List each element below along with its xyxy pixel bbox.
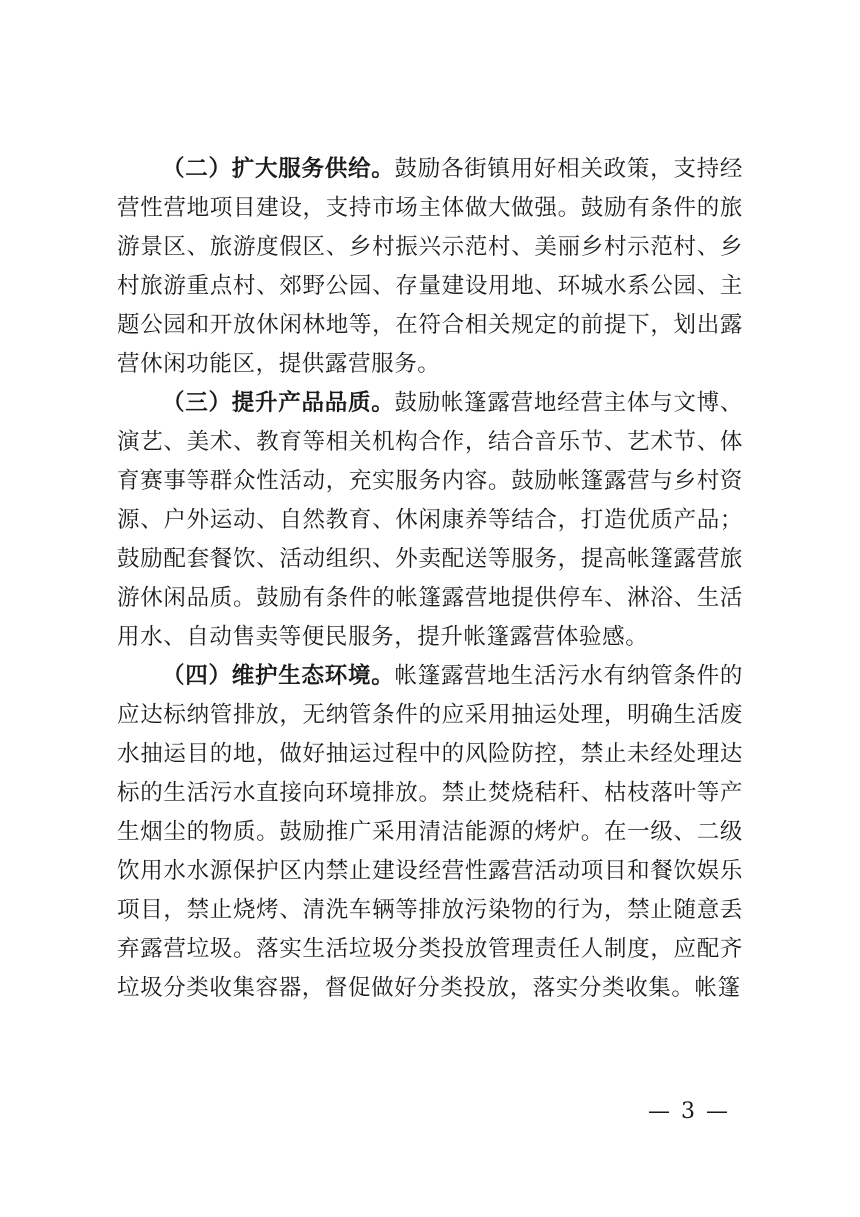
document-body bbox=[117, 150, 743, 1008]
paragraph-protect-ecological-environment bbox=[117, 657, 743, 1008]
paragraph-expand-service-supply bbox=[117, 150, 743, 384]
paragraph-heading: （二）扩大服务供给。 bbox=[162, 156, 395, 182]
paragraph-improve-product-quality bbox=[117, 384, 743, 657]
paragraph-heading: （四）维护生态环境。 bbox=[162, 663, 395, 689]
page-number: — 3 — bbox=[648, 1099, 730, 1124]
paragraph-text: 鼓励帐篷露营地经营主体与文博、演艺、美术、教育等相关机构合作，结合音乐节、艺术节、体育赛事等群众性活动，充实服务内容。鼓励帐篷露营与乡村资源、户外运动、自然教育、休闲康养等结合，打造优质产品；鼓励配套餐饮、活动组织、外卖配送等服务，提高帐篷露营旅游休闲品质。鼓励有条件的帐篷露营地提供停车、淋浴、生活用水、自动售卖等便民服务，提升帐篷露营体验感。 bbox=[117, 390, 743, 650]
paragraph-text: 帐篷露营地生活污水有纳管条件的应达标纳管排放，无纳管条件的应采用抽运处理，明确生活废水抽运目的地，做好抽运过程中的风险防控，禁止未经处理达标的生活污水直接向环境排放。禁止焚烧秸秆、枯枝落叶等产生烟尘的物质。鼓励推广采用清洁能源的烤炉。在一级、二级饮用水水源保护区内禁止建设经营性露营活动项目和餐饮娱乐项目，禁止烧烤、清洗车辆等排放污染物的行为，禁止随意丢弃露营垃圾。落实生活垃圾分类投放管理责任人制度，应配齐垃圾分类收集容器，督促做好分类投放，落实分类收集。帐篷 bbox=[117, 663, 743, 1001]
paragraph-heading: （三）提升产品品质。 bbox=[162, 390, 395, 416]
paragraph-text: 鼓励各街镇用好相关政策，支持经营性营地项目建设，支持市场主体做大做强。鼓励有条件的旅游景区、旅游度假区、乡村振兴示范村、美丽乡村示范村、乡村旅游重点村、郊野公园、存量建设用地、环城水系公园、主题公园和开放休闲林地等，在符合相关规定的前提下，划出露营休闲功能区，提供露营服务。 bbox=[117, 156, 743, 377]
